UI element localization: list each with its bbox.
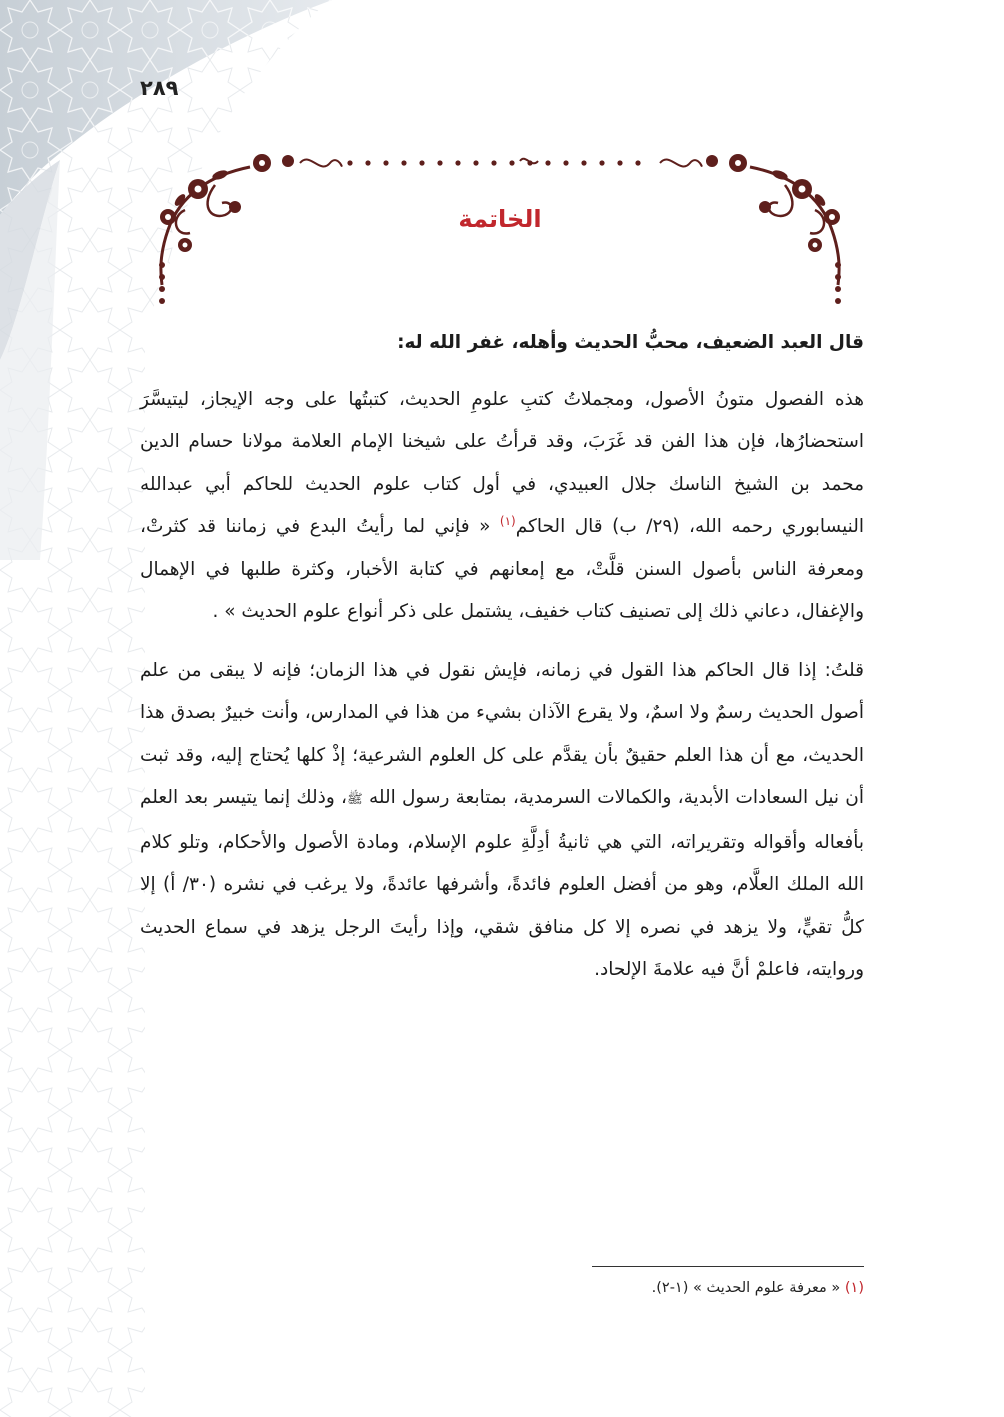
footnote-text: « معرفة علوم الحديث » (١-٢). <box>651 1280 841 1296</box>
chapter-title: الخاتمة <box>458 205 542 233</box>
salawat-symbol: ﷺ <box>347 792 363 807</box>
footnote-reference: (١) <box>499 513 516 528</box>
paragraph-1-main: هذه الفصول متونُ الأصول، ومجملاتُ كتبِ علومِ الحديث، كتبتُها على وجه الإيجاز، ليتيسَّرَ استحضارُها، فإن هذا الفن قد غَرَبَ، وقد قرأتُ على شيخنا الإمام العلامة مولانا حسام الدين محمد بن الشيخ الناسك جلال العبيدي، في أول كتاب علوم الحديث للحاكم أبي عبدالله النيسابوري رحمه الله، (٢٩/ ب) قال الحاكم <box>140 388 865 537</box>
paragraph-1 <box>140 379 864 634</box>
footnote <box>140 1280 864 1296</box>
hakim-quote: « فإني لما رأيتُ البدع في زماننا قد كثرتْ، ومعرفة الناس بأصول السنن قلَّتْ، مع إمعانهم في كتابة الأخبار، وكثرة طلبها في الإهمال والإغفال، دعاني ذلك إلى تصنيف كتاب خفيف، يشتمل على ذكر أنواع علوم الحديث » . <box>140 516 864 622</box>
paragraph-2-part-1: قلتُ: إذا قال الحاكم هذا القول في زمانه، فإيش نقول في هذا الزمان؛ فإنه لا يبقى من علم أصول الحديث رسمٌ ولا اسمٌ، ولا يقرع الآذان بشيء من هذا في المدارس، وأنت خبيرٌ بصدق هذا الحديث، مع أن هذا العلم حقيقٌ بأن يقدَّم على كل العلوم الشرعية؛ إذْ كلها يُحتاج إليه، وقد ثبت أن نيل السعادات الأبدية، والكمالات السرمدية، بمتابعة رسول الله <box>140 659 864 808</box>
footnote-separator <box>592 1266 864 1267</box>
main-text <box>140 322 864 992</box>
paragraph-2-part-2: ، وذلك إنما يتيسر بعد العلم بأفعاله وأقواله وتقريراته، التي هي ثانيةُ أدِلَّةِ علوم الإسلام، ومادة الأصول والأحكام، وتلو كلام الله الملك العلَّام، وهو من أفضل العلوم فائدةً، وأشرفها عائدةً، ولا يرغب في نشره (٣٠/ أ) إلا كلُّ تقيٍّ، ولا يزهد في نصره إلا كل منافق شقي، وإذا رأيتَ الرجل يزهد في سماع الحديث وروايته، فاعلمْ أنَّ فيه علامةَ الإلحاد. <box>140 787 864 980</box>
paragraph-2 <box>140 650 864 992</box>
intro-line: قال العبد الضعيف، محبُّ الحديث وأهله، غفر الله له: <box>397 332 864 353</box>
footnote-number: (١) <box>844 1280 864 1296</box>
page-number: ٢٨٩ <box>140 76 179 100</box>
